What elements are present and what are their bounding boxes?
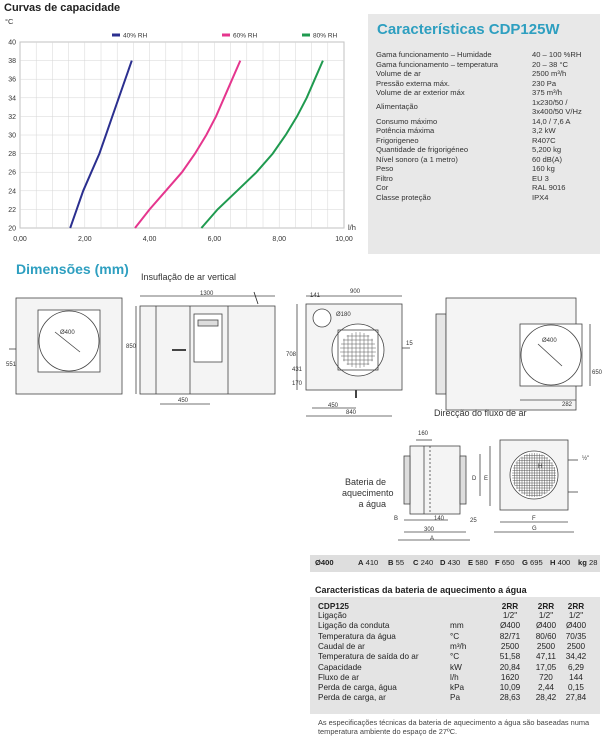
strip-item-a <box>358 558 378 567</box>
dim-coil-a: A <box>430 536 435 542</box>
battery-cell-c2: 2,44 <box>538 683 554 693</box>
strip-item-d <box>440 558 460 567</box>
battery-footnote: As especificações técnicas da bateria de aquecimento a água são baseadas numa temperatura ambiente do espaço de 27ºC. <box>318 718 590 736</box>
spec-label: Volume de ar exterior máx <box>376 88 465 97</box>
spec-label: Cor <box>376 183 389 192</box>
specs-title: Características CDP125W <box>377 21 560 38</box>
battery-cell-c1: 1620 <box>500 672 520 682</box>
battery-row <box>310 673 600 682</box>
spec-value: 230 Pa <box>532 78 557 88</box>
dim-front-d: Ø400 <box>60 330 75 336</box>
dimension-values-strip <box>310 555 600 572</box>
battery-cell-label: Temperatura de saída do ar <box>318 652 419 662</box>
strip-item-e <box>468 558 488 567</box>
battery-table <box>310 597 600 714</box>
battery-cell-c3: 2500 <box>566 641 586 651</box>
battery-cell-label: Caudal de ar <box>318 641 365 651</box>
y-tick-label: 36 <box>8 76 16 84</box>
x-tick-label: 2,00 <box>77 236 92 243</box>
x-tick-label: 10,00 <box>335 236 353 243</box>
strip-val-g: 695 <box>530 558 543 567</box>
y-tick-label: 20 <box>8 225 16 233</box>
battery-cell-label: Ligação <box>318 611 347 620</box>
spec-value: 3,2 kW <box>532 126 556 135</box>
battery-cell-unit: Pa <box>450 693 461 703</box>
battery-cell-c2: 17,05 <box>535 662 557 672</box>
spec-value: 1x230/50 / <box>532 97 568 107</box>
strip-item-h <box>550 558 570 567</box>
dim-side-d: Ø180 <box>336 312 351 318</box>
battery-cell-c1: 1/2" <box>502 611 518 620</box>
spec-label: Alimentação <box>376 101 418 111</box>
strip-key-c: C <box>413 558 419 567</box>
strip-key-h: H <box>550 558 556 567</box>
spec-label: Classe proteção <box>376 192 431 202</box>
spec-value: 14,0 / 7,6 A <box>532 116 571 126</box>
battery-header-c2: 2RR <box>537 602 555 611</box>
strip-key-a: A <box>358 558 364 567</box>
strip-val-a: 410 <box>365 558 379 567</box>
y-axis-label: °C <box>5 17 14 26</box>
strip-val-d: 430 <box>447 558 461 567</box>
battery-cell-c1: 2500 <box>500 641 520 651</box>
dim-right-b: 282 <box>562 402 573 408</box>
battery-cell-c3: 0,15 <box>568 683 584 693</box>
x-tick-label: 6,00 <box>207 236 222 243</box>
battery-cell-unit: °C <box>450 652 460 662</box>
dim-front-b: 450 <box>178 398 189 404</box>
battery-row <box>310 663 600 672</box>
strip-item-kg <box>578 558 597 567</box>
dim-side-h2: 431 <box>292 367 303 373</box>
legend-entry: 60% RH <box>233 32 258 40</box>
spec-label: Volume de ar <box>376 69 421 78</box>
battery-title: Caracteristicas da bateria de aquecimento a água <box>315 585 527 595</box>
dim-coil-v: ½" <box>582 456 590 462</box>
battery-row <box>310 621 600 630</box>
spec-label: Gama funcionamento – Humidade <box>376 50 492 59</box>
strip-item-g <box>522 558 543 567</box>
legend-entry: 40% RH <box>123 32 148 40</box>
battery-header-row <box>310 602 600 611</box>
x-tick-label: 4,00 <box>142 236 157 243</box>
chart-title: Curvas de capacidade <box>4 2 121 14</box>
spec-value: R407C <box>532 135 556 145</box>
spec-label: Gama funcionamento – temperatura <box>376 59 498 69</box>
battery-cell-unit: l/h <box>450 672 459 682</box>
strip-key-e: E <box>468 558 474 567</box>
battery-cell-c3: 6,29 <box>568 662 584 672</box>
dim-front-h2: 551 <box>6 362 17 368</box>
spec-value: 375 m³/h <box>532 88 562 97</box>
spec-label: Quantidade de frigorigéneo <box>376 145 469 154</box>
dim-front-h: 850 <box>126 344 137 350</box>
spec-value: 160 kg <box>532 164 555 173</box>
y-tick-label: 22 <box>8 206 16 214</box>
dim-right-h: 650 <box>592 370 602 376</box>
y-tick-label: 26 <box>8 169 16 177</box>
battery-cell-c1: Ø400 <box>499 621 521 631</box>
spec-label: Nível sonoro (a 1 metro) <box>376 154 458 164</box>
strip-key-kg: kg <box>578 558 587 567</box>
battery-row <box>310 693 600 702</box>
battery-cell-c3: 70/35 <box>565 631 587 641</box>
y-tick-label: 28 <box>8 151 16 159</box>
battery-cell-c2: 2500 <box>536 641 556 651</box>
battery-row <box>310 642 600 651</box>
spec-label: Pressão externa máx. <box>376 78 450 88</box>
y-tick-label: 24 <box>8 188 16 196</box>
strip-key-g: G <box>522 558 528 567</box>
battery-cell-c2: 28,42 <box>535 693 557 703</box>
dim-side-b2: 840 <box>346 410 357 416</box>
spec-value: 60 dB(A) <box>532 154 562 164</box>
dim-coil-h2: H <box>538 464 543 470</box>
dim-side-top: 141 <box>310 293 321 299</box>
x-tick-label: 8,00 <box>272 236 287 243</box>
strip-key-0: Ø400 <box>315 558 334 567</box>
spec-value: EU 3 <box>532 173 549 183</box>
battery-row <box>310 652 600 661</box>
dim-coil-d: D <box>472 476 477 482</box>
dim-side-h: 708 <box>286 352 297 358</box>
battery-cell-unit: m³/h <box>450 641 467 651</box>
label-direccao: Direcção do fluxo de ar <box>434 408 527 418</box>
battery-cell-c3: 27,84 <box>565 693 587 703</box>
battery-cell-c3: 144 <box>569 672 583 682</box>
battery-cell-label: Perda de carga, ar <box>318 693 386 703</box>
spec-label: Potência máxima <box>376 126 435 135</box>
dim-side-s: 15 <box>406 341 413 347</box>
battery-row <box>310 611 600 620</box>
battery-cell-c2: 720 <box>539 672 553 682</box>
spec-label: Frigorigeneo <box>376 135 419 145</box>
dim-coil-g: G <box>532 526 537 532</box>
strip-key-d: D <box>440 558 446 567</box>
battery-cell-c3: 34,42 <box>565 652 587 662</box>
y-tick-label: 34 <box>8 95 16 103</box>
dim-coil-f: F <box>532 516 536 522</box>
dim-coil-b: B <box>394 516 399 522</box>
battery-cell-c2: Ø400 <box>535 621 557 631</box>
battery-cell-c2: 1/2" <box>538 611 554 620</box>
spec-value: IPX4 <box>532 192 549 202</box>
label-bateria-2: aquecimento <box>342 488 394 498</box>
strip-val-e: 580 <box>475 558 488 567</box>
battery-cell-c1: 82/71 <box>499 631 521 641</box>
spec-value: RAL 9016 <box>532 183 566 192</box>
battery-header-label: CDP125 <box>318 602 349 611</box>
battery-cell-unit: mm <box>450 621 464 631</box>
spec-label: Filtro <box>376 173 393 183</box>
battery-cell-label: Capacidade <box>318 662 362 672</box>
battery-row <box>310 632 600 641</box>
strip-val-h: 400 <box>557 558 571 567</box>
battery-cell-c1: 10,09 <box>499 683 521 693</box>
strip-val-c: 240 <box>420 558 434 567</box>
x-axis-label: l/h <box>348 223 356 232</box>
battery-row <box>310 683 600 692</box>
dim-side-b1: 450 <box>328 403 339 409</box>
dim-coil-h: 25 <box>470 518 477 524</box>
y-tick-label: 40 <box>8 39 16 47</box>
battery-cell-label: Fluxo de ar <box>318 672 359 682</box>
strip-item-c <box>413 558 433 567</box>
spec-value: 2500 m³/h <box>532 69 567 78</box>
spec-label: Peso <box>376 164 394 173</box>
dim-side-w: 900 <box>350 289 361 295</box>
battery-cell-c1: 20,84 <box>499 662 521 672</box>
battery-cell-label: Perda de carga, água <box>318 683 397 693</box>
legend-entry: 80% RH <box>313 32 338 40</box>
y-tick-label: 38 <box>8 58 16 66</box>
battery-header-c1: 2RR <box>501 602 519 611</box>
battery-cell-unit: °C <box>450 631 460 641</box>
spec-value: 3x400/50 V/Hz <box>532 106 582 116</box>
dim-side-h3: 170 <box>292 381 303 387</box>
strip-val-kg: 28 <box>589 558 598 567</box>
dimensions-title: Dimensões (mm) <box>16 261 129 277</box>
strip-val-f: 650 <box>501 558 515 567</box>
strip-key-b: B <box>388 558 394 567</box>
battery-cell-unit: kW <box>450 662 462 672</box>
y-tick-label: 32 <box>8 113 16 121</box>
strip-item-b <box>388 558 404 567</box>
strip-item-f <box>495 558 514 567</box>
battery-cell-c2: 80/60 <box>535 631 557 641</box>
battery-cell-label: Ligação da conduta <box>318 621 390 631</box>
battery-cell-c2: 47,11 <box>536 652 556 662</box>
battery-header-c3: 2RR <box>567 602 585 611</box>
battery-cell-c1: 28,63 <box>499 693 521 703</box>
battery-cell-c1: 51,58 <box>499 652 521 662</box>
strip-key-f: F <box>495 558 500 567</box>
label-bateria-3: a água <box>358 499 386 509</box>
dim-coil-c: 140 <box>434 516 445 522</box>
spec-value: 40 – 100 %RH <box>532 50 582 59</box>
dim-coil-e: E <box>484 476 489 482</box>
y-tick-label: 30 <box>8 132 16 140</box>
x-tick-label: 0,00 <box>13 236 27 243</box>
strip-val-b: 55 <box>395 558 405 567</box>
dim-right-d: Ø400 <box>542 338 557 344</box>
spec-value: 5,200 kg <box>532 145 562 154</box>
battery-cell-label: Temperatura da água <box>318 631 396 641</box>
label-insuflacao: Insuflação de ar vertical <box>141 272 237 282</box>
battery-cell-c3: Ø400 <box>565 621 587 631</box>
dim-coil-t: 160 <box>418 431 429 437</box>
dim-front-w: 1300 <box>200 291 214 297</box>
spec-value: 20 – 38 °C <box>532 59 568 69</box>
dim-coil-w: 300 <box>424 527 435 533</box>
spec-label: Consumo máximo <box>376 116 438 126</box>
label-bateria-1: Bateria de <box>344 477 386 487</box>
battery-cell-c3: 1/2" <box>568 611 584 620</box>
battery-cell-unit: kPa <box>450 683 465 693</box>
